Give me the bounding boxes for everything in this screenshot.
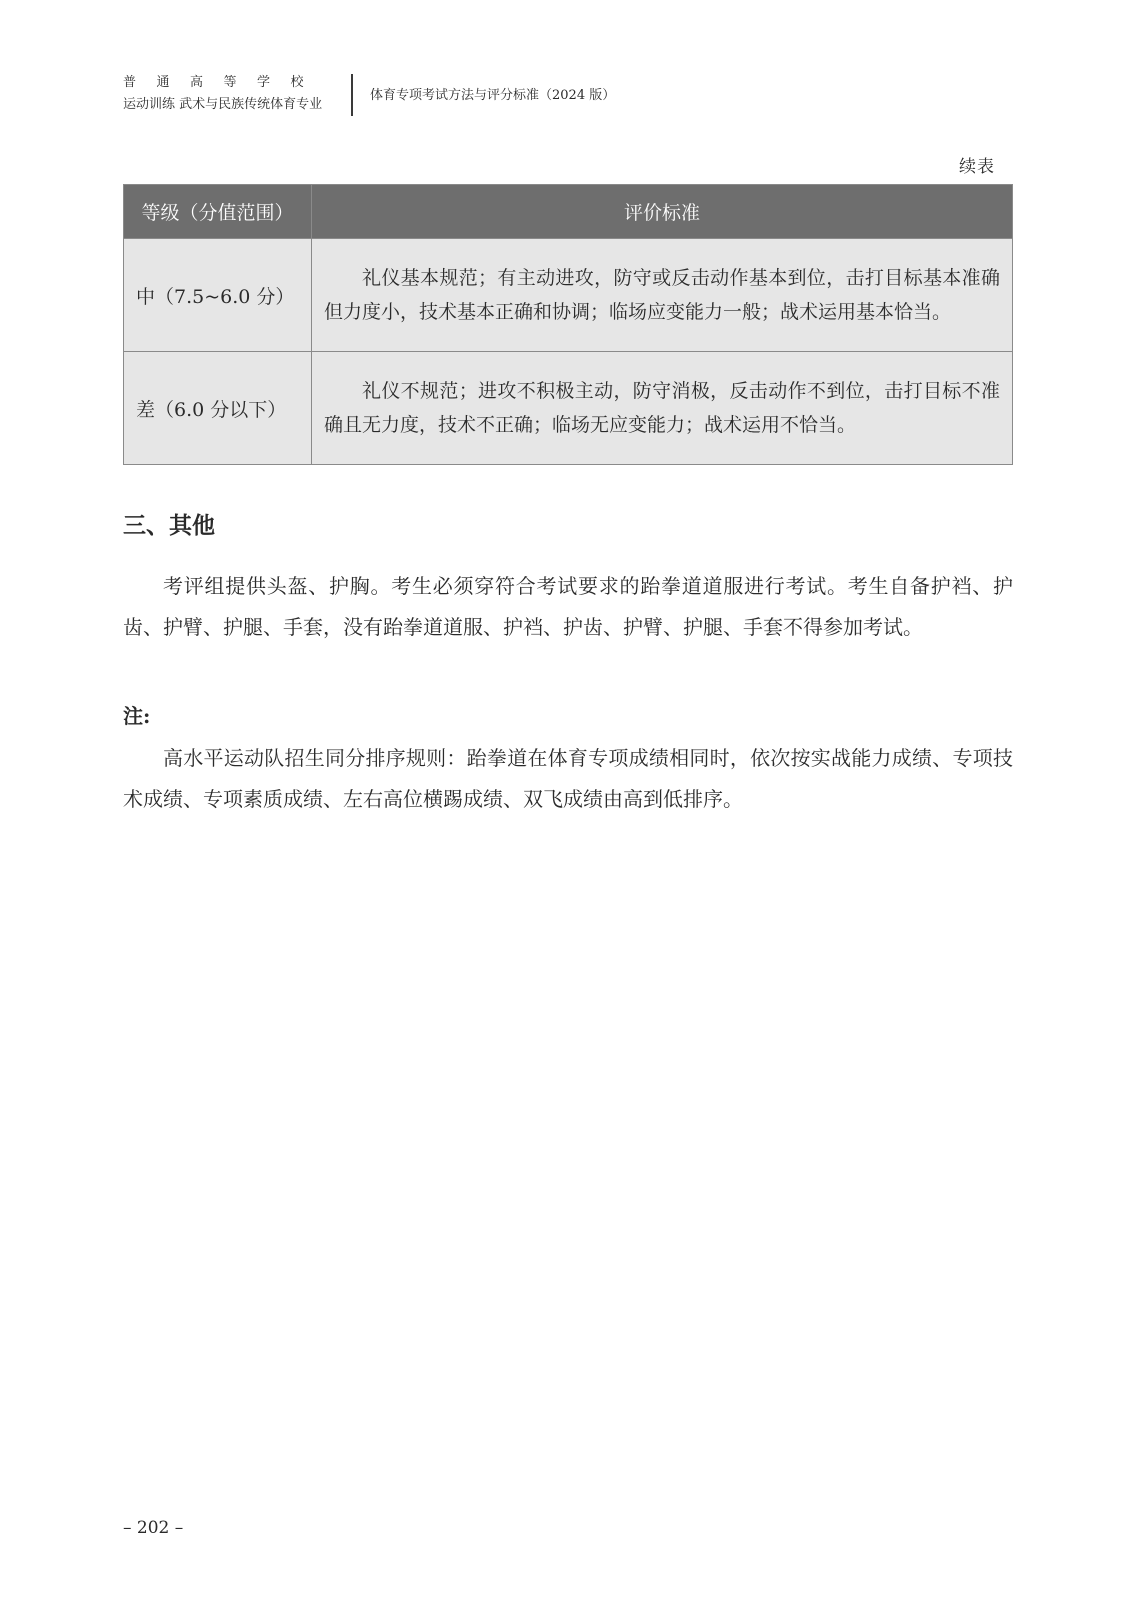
page-number: – 202 – xyxy=(123,1518,184,1538)
table-cell-criteria: 礼仪基本规范；有主动进攻，防守或反击动作基本到位，击打目标基本准确但力度小，技术基本正确和协调；临场应变能力一般；战术运用基本恰当。 xyxy=(312,239,1013,352)
table-header-criteria: 评价标准 xyxy=(312,185,1013,239)
header-divider xyxy=(351,74,353,116)
header-major: 运动训练 武术与民族传统体育专业 xyxy=(123,97,323,112)
note-paragraph: 高水平运动队招生同分排序规则：跆拳道在体育专项成绩相同时，依次按实战能力成绩、专项技术成绩、专项素质成绩、左右高位横踢成绩、双飞成绩由高到低排序。 xyxy=(123,746,1013,811)
table-cell-level: 中（7.5~6.0 分） xyxy=(124,239,312,352)
header-school: 普通高等学校 xyxy=(123,75,325,90)
section-title: 三、其他 xyxy=(123,512,215,539)
running-header xyxy=(123,74,643,118)
header-book-title: 体育专项考试方法与评分标准（2024 版） xyxy=(370,88,616,103)
table-row xyxy=(124,352,1013,465)
table-header-level: 等级（分值范围） xyxy=(124,185,312,239)
table-cell-level: 差（6.0 分以下） xyxy=(124,352,312,465)
continued-table-label: 续表 xyxy=(959,157,995,177)
note-label: 注: xyxy=(123,704,151,728)
header-left-block xyxy=(123,74,343,115)
table-header-row xyxy=(124,185,1013,239)
table-cell-criteria: 礼仪不规范；进攻不积极主动，防守消极，反击动作不到位，击打目标不准确且无力度，技术不正确；临场无应变能力；战术运用不恰当。 xyxy=(312,352,1013,465)
grading-table xyxy=(123,184,1013,465)
table-row xyxy=(124,239,1013,352)
section-paragraph: 考评组提供头盔、护胸。考生必须穿符合考试要求的跆拳道道服进行考试。考生自备护裆、护齿、护臂、护腿、手套，没有跆拳道道服、护裆、护齿、护臂、护腿、手套不得参加考试。 xyxy=(123,574,1013,639)
